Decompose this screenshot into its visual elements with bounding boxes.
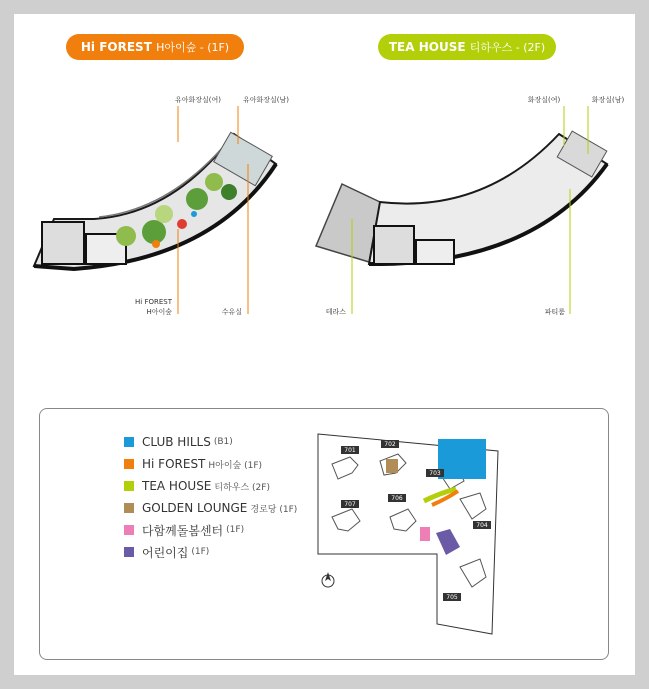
floor1-label-restroom-m: 유아화장실(남) — [242, 96, 290, 104]
floor1-label-restroom-f: 유아화장실(여) — [174, 96, 222, 104]
floor2-label-restroom-m: 화장실(남) — [591, 96, 625, 104]
floor1-title-ko: H아이숲 - (1F) — [156, 41, 230, 54]
building-tag-704: 704 — [476, 522, 488, 529]
care-center-area — [420, 527, 430, 541]
site-map — [40, 409, 608, 659]
floor2-title-ko: 티하우스 - (2F) — [469, 41, 546, 54]
floor1-title-en: Hi FOREST — [80, 40, 152, 54]
building-tag-705: 705 — [446, 594, 458, 601]
building-tag-703: 703 — [429, 470, 441, 477]
building-tag-701: 701 — [344, 447, 356, 454]
club-hills-area — [438, 439, 486, 479]
building-tag-707: 707 — [344, 501, 356, 508]
legend-item-club-hills: CLUB HILLS (B1) — [124, 431, 297, 453]
floor2-plan — [14, 14, 635, 344]
floor2-label-terrace: 테라스 — [325, 308, 346, 316]
floor2-stair-block — [374, 226, 414, 264]
legend-item-hi-forest: Hi FOREST H아이숲 (1F) — [124, 453, 297, 475]
legend-item-golden-lounge: GOLDEN LOUNGE 경로당 (1F) — [124, 497, 297, 519]
page-sheet — [14, 14, 635, 675]
floor1-label-forest-en: Hi FOREST — [135, 298, 172, 306]
north-arrow-icon — [322, 572, 334, 587]
floor2-title-en: TEA HOUSE — [388, 40, 466, 54]
building-tag-702: 702 — [384, 441, 396, 448]
legend-item-care-center: 다함께돌봄센터 (1F) — [124, 519, 297, 541]
floor2-label-restroom-f: 화장실(여) — [527, 96, 561, 104]
legend-item-daycare: 어린이집 (1F) — [124, 541, 297, 563]
floor2-label-party: 파티룸 — [544, 308, 565, 316]
floor1-label-nursing: 수유실 — [221, 308, 242, 316]
legend-item-tea-house: TEA HOUSE 티하우스 (2F) — [124, 475, 297, 497]
golden-lounge-area — [386, 459, 398, 473]
site-legend-panel — [39, 408, 609, 660]
floor1-label-forest-ko: H아이숲 — [146, 308, 172, 316]
building-tag-706: 706 — [391, 495, 403, 502]
floor2-terrace — [316, 184, 380, 262]
floor2-service-block — [416, 240, 454, 264]
